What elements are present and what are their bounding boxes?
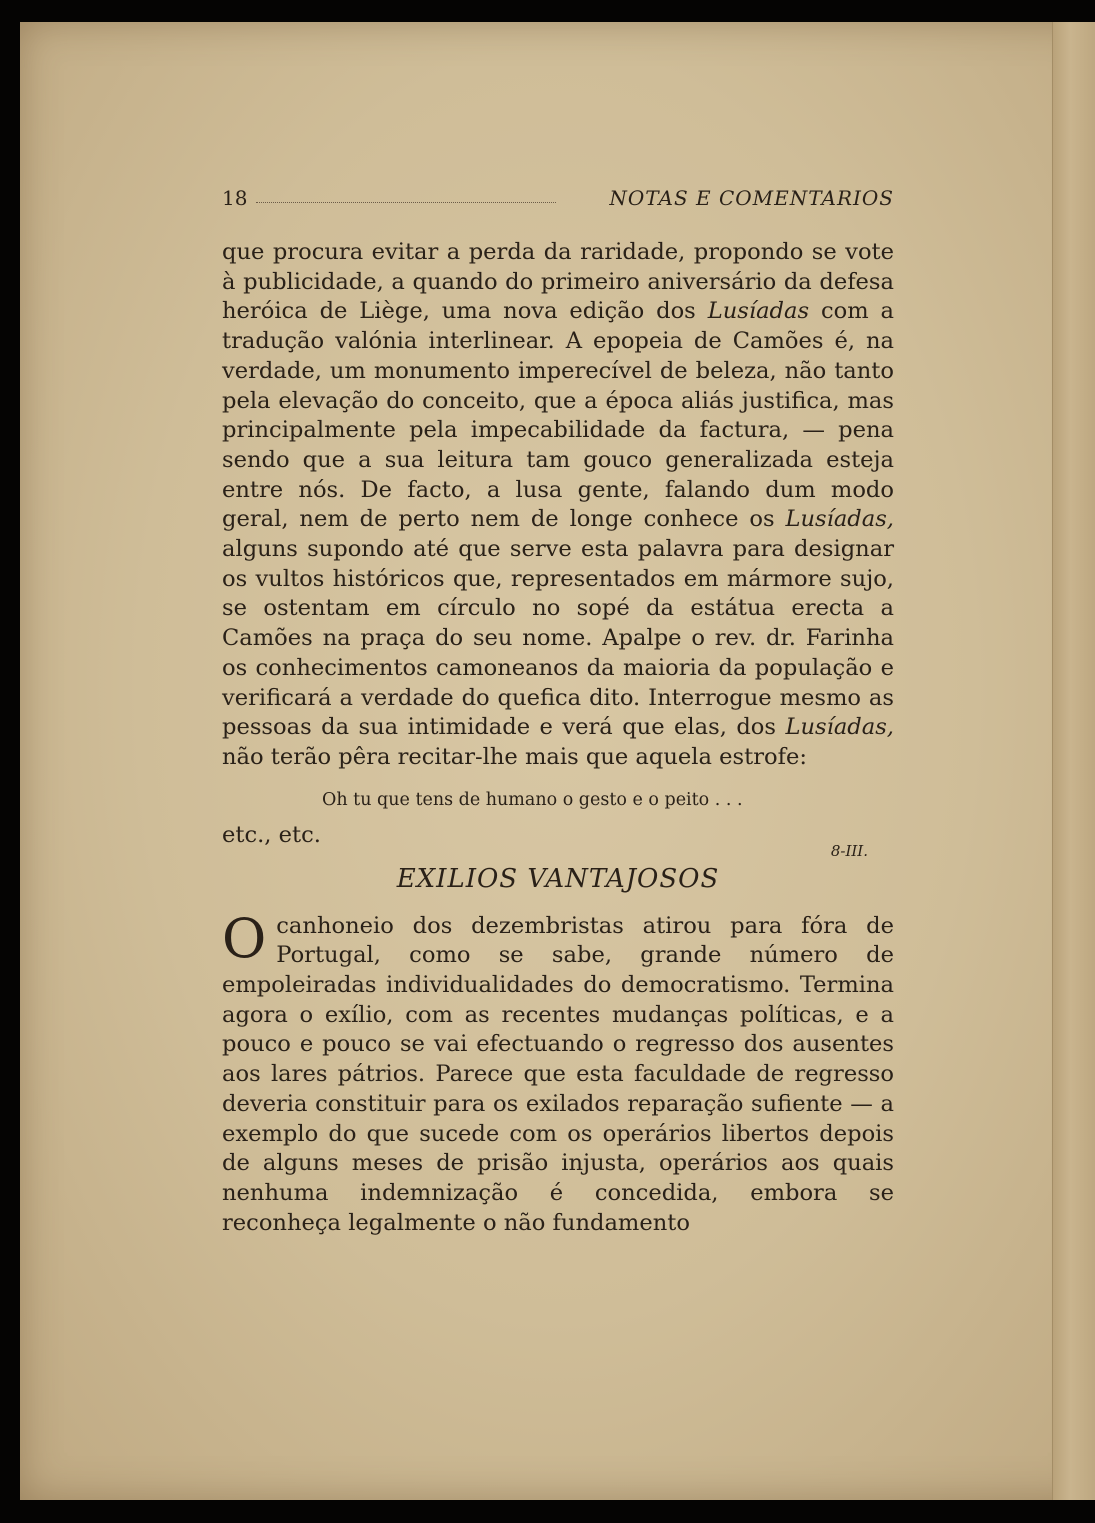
page-header bbox=[222, 180, 894, 216]
page-number: 18 bbox=[222, 186, 248, 210]
text-run: alguns supondo até que serve esta palavra para designar os vultos históricos que, representados em mármore sujo, se ostentam em círculo no sopé da estátua erecta a Camões na praça do seu nome. Apalpe o rev. dr. Farinha os conhecimentos camoneanos da maioria da população e verificará a verdade do quefica dito. Interrogue mesmo as pessoas da sua intimidade e verá que elas, dos bbox=[222, 536, 894, 741]
etc-text: etc., etc. bbox=[222, 821, 321, 848]
quoted-verse: Oh tu que tens de humano o gesto e o peito . . . bbox=[322, 789, 743, 810]
section-paragraph bbox=[222, 906, 894, 1239]
next-page-edge bbox=[1052, 22, 1095, 1500]
text-run: canhoneio dos dezembristas atirou para fóra de Portugal, como se sabe, grande número de empoleiradas individualidades do democratismo. Termina agora o exílio, com as recentes mudanças políticas, e a pouco e pouco se vai efectuando o regresso dos ausentes aos lares pátrios. Parece que esta faculdade de regresso deveria constituir para os exilados reparação sufiente — a exemplo do que sucede com os operários libertos depois de alguns meses de prisão injusta, operários aos quais nenhuma indemnização é concedida, embora se reconheça legalmente o não fundamento bbox=[222, 912, 894, 1236]
page-content bbox=[222, 180, 894, 1238]
header-dotted-rule bbox=[256, 202, 556, 203]
text-run: não terão pêra recitar-lhe mais que aquela estrofe: bbox=[222, 743, 807, 770]
italic-title: Lusíadas, bbox=[785, 714, 894, 741]
section-heading: EXILIOS VANTAJOSOS bbox=[396, 863, 720, 894]
etc-line bbox=[222, 821, 894, 860]
text-run: que procura evitar a perda da raridade, propondo se vote à publicidade, a quando do primeiro aniversário da defesa heróica de Liège, uma nova edição dos bbox=[222, 239, 894, 325]
drop-cap: O bbox=[222, 906, 267, 970]
italic-title: Lusíadas, bbox=[785, 506, 894, 533]
running-title: NOTAS E COMENTARIOS bbox=[609, 186, 894, 210]
text-run: com a tradução valónia interlinear. A epopeia de Camões é, na verdade, um monumento imperecível de beleza, não tanto pela elevação do conceito, que a época aliás justifica, mas principalmente pela impecabilidade da factura, — pena sendo que a sua leitura tam gouco generalizada esteja entre nós. De facto, a lusa gente, falando dum modo geral, nem de perto nem de longe conhece os bbox=[222, 298, 895, 533]
italic-title: Lusíadas bbox=[707, 298, 810, 325]
article-paragraph bbox=[222, 238, 894, 773]
date-note: 8-III. bbox=[830, 841, 868, 860]
